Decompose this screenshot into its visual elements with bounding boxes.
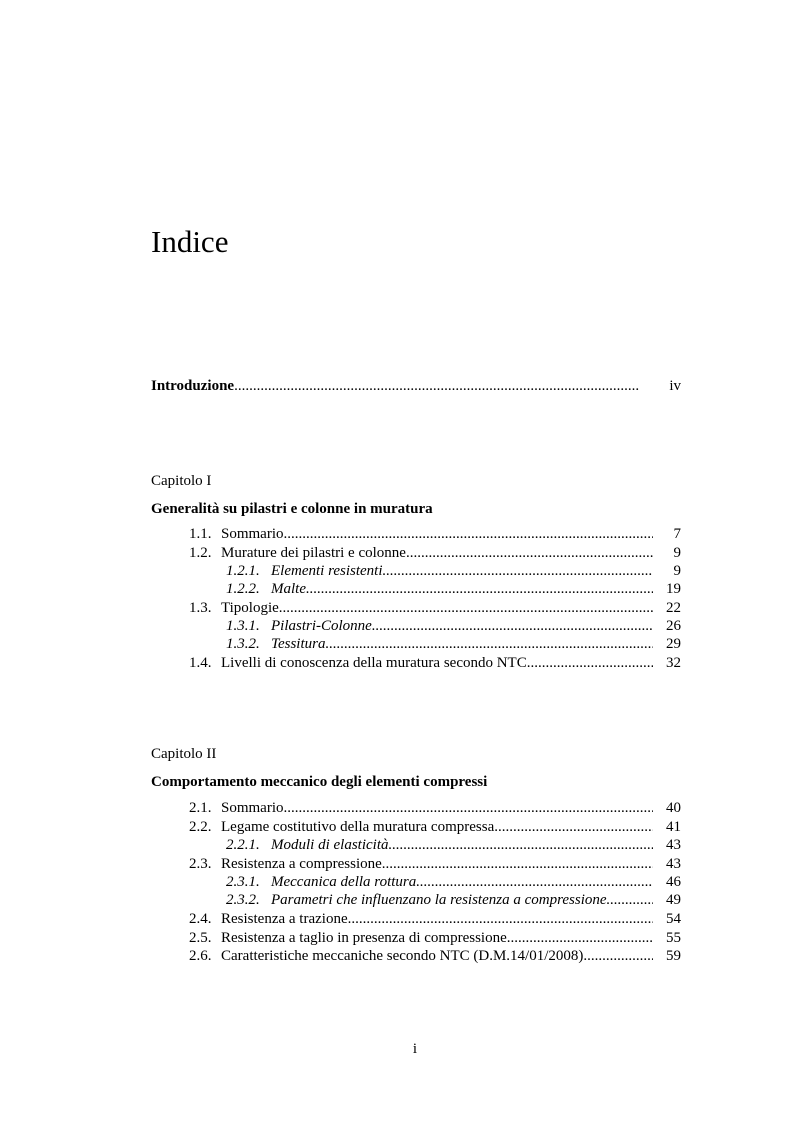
- toc-entry-label: Resistenza a taglio in presenza di compressione: [221, 930, 507, 946]
- dot-leader: [507, 929, 653, 947]
- toc-entry-page: 49: [666, 892, 681, 908]
- toc-entry-label: Sommario: [221, 800, 284, 816]
- toc-subentry[interactable]: [226, 617, 681, 635]
- toc-subentry[interactable]: [226, 562, 681, 580]
- dot-leader: [382, 855, 653, 873]
- toc-entry-number: 2.3.2.: [226, 892, 260, 908]
- toc-entry-page: 22: [666, 600, 681, 616]
- toc-entry-number: 1.3.: [189, 600, 212, 616]
- dot-leader: [325, 635, 653, 653]
- dot-leader: [494, 818, 653, 836]
- dot-leader: [389, 836, 654, 854]
- toc-entry-label: Legame costitutivo della muratura compressa: [221, 819, 495, 835]
- toc-entry-introduzione[interactable]: [151, 377, 681, 395]
- toc-entry-page: 19: [666, 581, 681, 597]
- toc-entry-number: 1.3.1.: [226, 618, 260, 634]
- dot-leader: [416, 873, 653, 891]
- toc-subentry[interactable]: [226, 891, 681, 909]
- toc-entry[interactable]: [189, 929, 681, 947]
- dot-leader: [583, 947, 653, 965]
- toc-entry-number: 2.1.: [189, 800, 212, 816]
- chapter-title[interactable]: Comportamento meccanico degli elementi compressi: [151, 774, 488, 790]
- toc-entry[interactable]: [189, 525, 681, 543]
- toc-entry-page: 29: [666, 636, 681, 652]
- toc-entry-page: 46: [666, 874, 681, 890]
- toc-entry[interactable]: [189, 599, 681, 617]
- toc-entry[interactable]: [189, 910, 681, 928]
- toc-subentry[interactable]: [226, 580, 681, 598]
- toc-entry-label: Murature dei pilastri e colonne: [221, 545, 406, 561]
- toc-entry-label: Moduli di elasticità: [271, 837, 389, 853]
- toc-entry-label: Resistenza a compressione: [221, 856, 382, 872]
- toc-entry-page: iv: [669, 378, 681, 394]
- toc-entry-label: Resistenza a trazione: [221, 911, 348, 927]
- toc-entry-page: 43: [666, 856, 681, 872]
- toc-entry-page: 9: [673, 545, 681, 561]
- page-number: i: [412, 1041, 418, 1057]
- dot-leader: [348, 910, 653, 928]
- toc-entry[interactable]: [189, 544, 681, 562]
- dot-leader: [607, 891, 653, 909]
- toc-entry-number: 2.2.1.: [226, 837, 260, 853]
- toc-entry-page: 32: [666, 655, 681, 671]
- toc-entry-label: Elementi resistenti: [271, 563, 383, 579]
- toc-entry-page: 41: [666, 819, 681, 835]
- dot-leader: [383, 562, 653, 580]
- toc-entry-page: 43: [666, 837, 681, 853]
- dot-leader: [527, 654, 653, 672]
- toc-entry-label: Pilastri-Colonne: [271, 618, 372, 634]
- toc-entry[interactable]: [189, 799, 681, 817]
- dot-leader: [406, 544, 653, 562]
- toc-entry-number: 1.4.: [189, 655, 212, 671]
- toc-entry-number: 2.5.: [189, 930, 212, 946]
- dot-leader: [306, 580, 653, 598]
- toc-entry-number: 1.2.1.: [226, 563, 260, 579]
- toc-subentry[interactable]: [226, 873, 681, 891]
- chapter-label: Capitolo II: [151, 746, 217, 762]
- toc-entry-number: 2.3.1.: [226, 874, 260, 890]
- toc-entry-label: Livelli di conoscenza della muratura secondo NTC: [221, 655, 527, 671]
- toc-entry-page: 59: [666, 948, 681, 964]
- toc-entry-label: Sommario: [221, 526, 284, 542]
- toc-entry-number: 2.2.: [189, 819, 212, 835]
- dot-leader: [234, 377, 639, 395]
- page-title: Indice: [151, 224, 229, 259]
- toc-entry-page: 9: [673, 563, 681, 579]
- dot-leader: [279, 599, 653, 617]
- toc-entry[interactable]: [189, 855, 681, 873]
- toc-subentry[interactable]: [226, 836, 681, 854]
- toc-entry-number: 2.3.: [189, 856, 212, 872]
- toc-entry-number: 2.6.: [189, 948, 212, 964]
- toc-entry-label: Introduzione: [151, 378, 235, 394]
- chapter-label: Capitolo I: [151, 473, 212, 489]
- toc-entry-number: 1.2.2.: [226, 581, 260, 597]
- toc-entry[interactable]: [189, 818, 681, 836]
- dot-leader: [284, 525, 654, 543]
- toc-entry-label: Meccanica della rottura: [271, 874, 417, 890]
- toc-entry-label: Tessitura: [271, 636, 326, 652]
- toc-entry-page: 7: [673, 526, 681, 542]
- toc-entry-number: 1.2.: [189, 545, 212, 561]
- toc-entry-page: 26: [666, 618, 681, 634]
- toc-entry-page: 55: [666, 930, 681, 946]
- dot-leader: [372, 617, 653, 635]
- toc-entry-number: 1.1.: [189, 526, 212, 542]
- toc-entry[interactable]: [189, 654, 681, 672]
- toc-entry-label: Tipologie: [221, 600, 279, 616]
- toc-entry-label: Malte: [271, 581, 306, 597]
- toc-entry-label: Caratteristiche meccaniche secondo NTC (D.M.14/01/2008): [221, 948, 584, 964]
- toc-entry-number: 1.3.2.: [226, 636, 260, 652]
- chapter-title[interactable]: Generalità su pilastri e colonne in muratura: [151, 501, 433, 517]
- toc-entry-page: 54: [666, 911, 681, 927]
- dot-leader: [284, 799, 654, 817]
- toc-subentry[interactable]: [226, 635, 681, 653]
- toc-entry-label: Parametri che influenzano la resistenza a compressione: [271, 892, 607, 908]
- toc-entry-number: 2.4.: [189, 911, 212, 927]
- toc-entry[interactable]: [189, 947, 681, 965]
- toc-entry-page: 40: [666, 800, 681, 816]
